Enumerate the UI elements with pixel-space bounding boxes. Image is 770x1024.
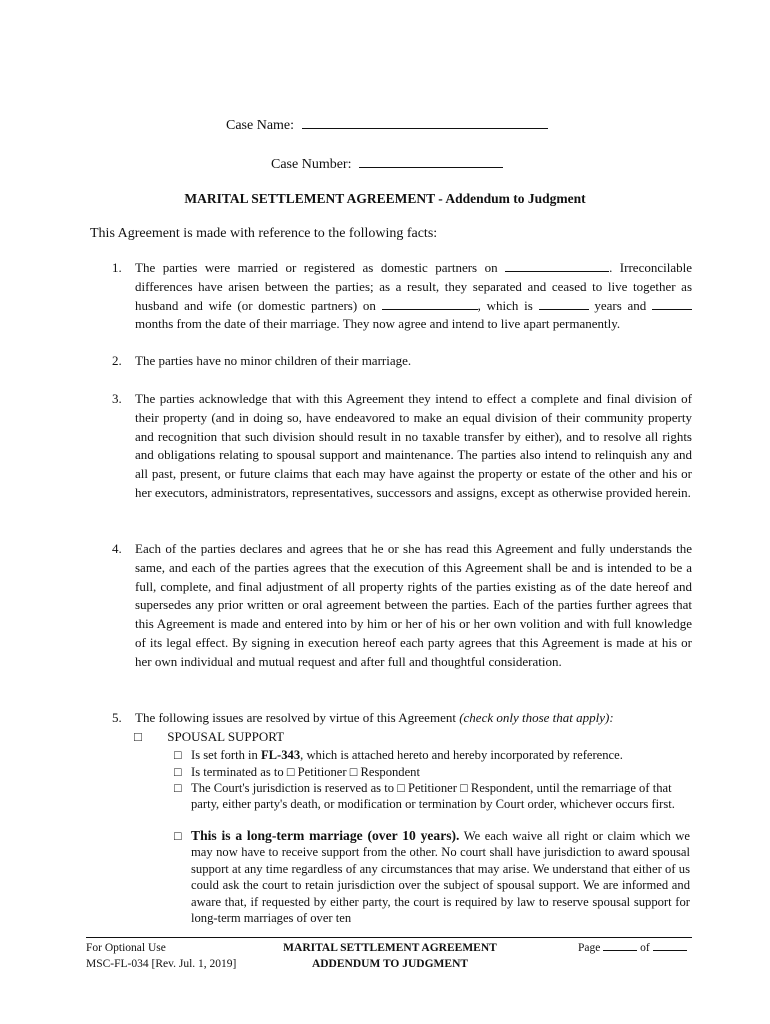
paragraph-text: The parties acknowledge that with this Agreement they intend to effect a complete and final division of their property (and in doing so, have endeavored to make an equal division of their community property and recognition that such division should result in no taxable transfer by either), and to resolve all rights and obligations relating to spousal support and maintenance. The parties also intend to relinquish any and all past, present, or future claims that each may have against the property or estate of the other and his or her executors, administrators, representatives, successors and assigns, except as otherwise provided herein. (135, 391, 692, 500)
document-title: MARITAL SETTLEMENT AGREEMENT - Addendum to Judgment (184, 191, 586, 206)
spousal-support-label: SPOUSAL SUPPORT (167, 729, 285, 744)
spousal-support-checkbox[interactable]: □ (134, 729, 142, 744)
footer-page-number: Page of (578, 940, 687, 956)
case-number-field[interactable] (359, 155, 503, 168)
paragraph-number: 2. (112, 353, 122, 368)
paragraph-number: 3. (112, 391, 122, 406)
option-checkbox[interactable]: □ (174, 781, 182, 795)
footer-form-info: For Optional Use MSC-FL-034 [Rev. Jul. 1, 2019] (86, 942, 237, 970)
page-number-field[interactable] (603, 940, 637, 951)
paragraph-note: (check only those that apply): (459, 710, 614, 725)
paragraph-2 (112, 352, 692, 371)
paragraph-number: 4. (112, 541, 122, 556)
case-name-row (226, 116, 548, 134)
paragraph-3 (112, 390, 692, 503)
spousal-option-long-term: □ This is a long-term marriage (over 10 years). We each waive all right or claim which we may now have to receive support from the other. No court shall have jurisdiction to award spousal support at any time regardless of any circumstances that may arise. We understand that either of us could ask the court to retain jurisdiction over the subject of spousal support. We are informed and aware that, if requested by either party, the court is required by law to reserve spousal support for long-term marriages of over ten (174, 828, 690, 926)
spousal-option-reserved: □ The Court's jurisdiction is reserved as to □ Petitioner □ Respondent, until the remarriage of that party, either party's death, or modification or termination by Court order, whichever occurs first. (174, 781, 675, 812)
option-checkbox[interactable]: □ (174, 829, 182, 843)
respondent-checkbox[interactable]: □ (349, 765, 358, 779)
footer-divider (86, 937, 692, 938)
case-number-row (271, 155, 503, 173)
paragraph-text: The following issues are resolved by virtue of this Agreement (135, 710, 456, 725)
paragraph-number: 5. (112, 710, 122, 725)
separation-date-field[interactable] (382, 297, 478, 310)
spousal-option-fl343: □ Is set forth in FL-343, which is attached hereto and hereby incorporated by reference. (174, 748, 623, 762)
petitioner-checkbox[interactable]: □ (286, 765, 295, 779)
paragraph-text: Each of the parties declares and agrees that he or she has read this Agreement and fully understands the same, and each of the parties agrees that the execution of this Agreement shall be and is intended to be a full, complete, and final adjustment of all property rights of the parties existing as of the date hereof and supersedes any prior written or oral agreement between the parties. Each of the parties further agrees that this Agreement is made and entered into by him or her of his or her own volition and with full knowledge of its legal effect. By signing in execution hereof each party agrees that this Agreement is made at his or her own individual and mutual request and after full and thoughtful consideration. (135, 541, 692, 669)
paragraph-4 (112, 540, 692, 672)
marriage-date-field[interactable] (505, 259, 609, 272)
page-total-field[interactable] (653, 940, 687, 951)
petitioner-checkbox[interactable]: □ (397, 781, 405, 795)
paragraph-1: 1. The parties were married or registered as domestic partners on . Irreconcilable differences have arisen between the parties; as a result, they separated and ceased to live together as husband and wife (or domestic partners) on , which is years and months from the date of their marriage. They now agree and intend to live apart permanently. (112, 260, 692, 332)
case-number-label: Case Number: (271, 157, 352, 172)
case-name-field[interactable] (302, 116, 548, 129)
option-checkbox[interactable]: □ (174, 765, 182, 779)
option-checkbox[interactable]: □ (174, 748, 182, 762)
respondent-checkbox[interactable]: □ (460, 781, 468, 795)
intro-text: This Agreement is made with reference to the following facts: (90, 226, 438, 241)
paragraph-text: The parties have no minor children of their marriage. (135, 353, 412, 368)
years-field[interactable] (539, 297, 589, 310)
case-name-label: Case Name: (226, 118, 295, 133)
months-field[interactable] (652, 297, 692, 310)
spousal-support-section (134, 729, 284, 745)
paragraph-5 (112, 709, 692, 728)
footer-title: MARITAL SETTLEMENT AGREEMENT ADDENDUM TO JUDGMENT (283, 942, 497, 970)
paragraph-number: 1. (112, 260, 122, 275)
spousal-option-terminated: □ Is terminated as to □ Petitioner □ Respondent (174, 765, 420, 779)
